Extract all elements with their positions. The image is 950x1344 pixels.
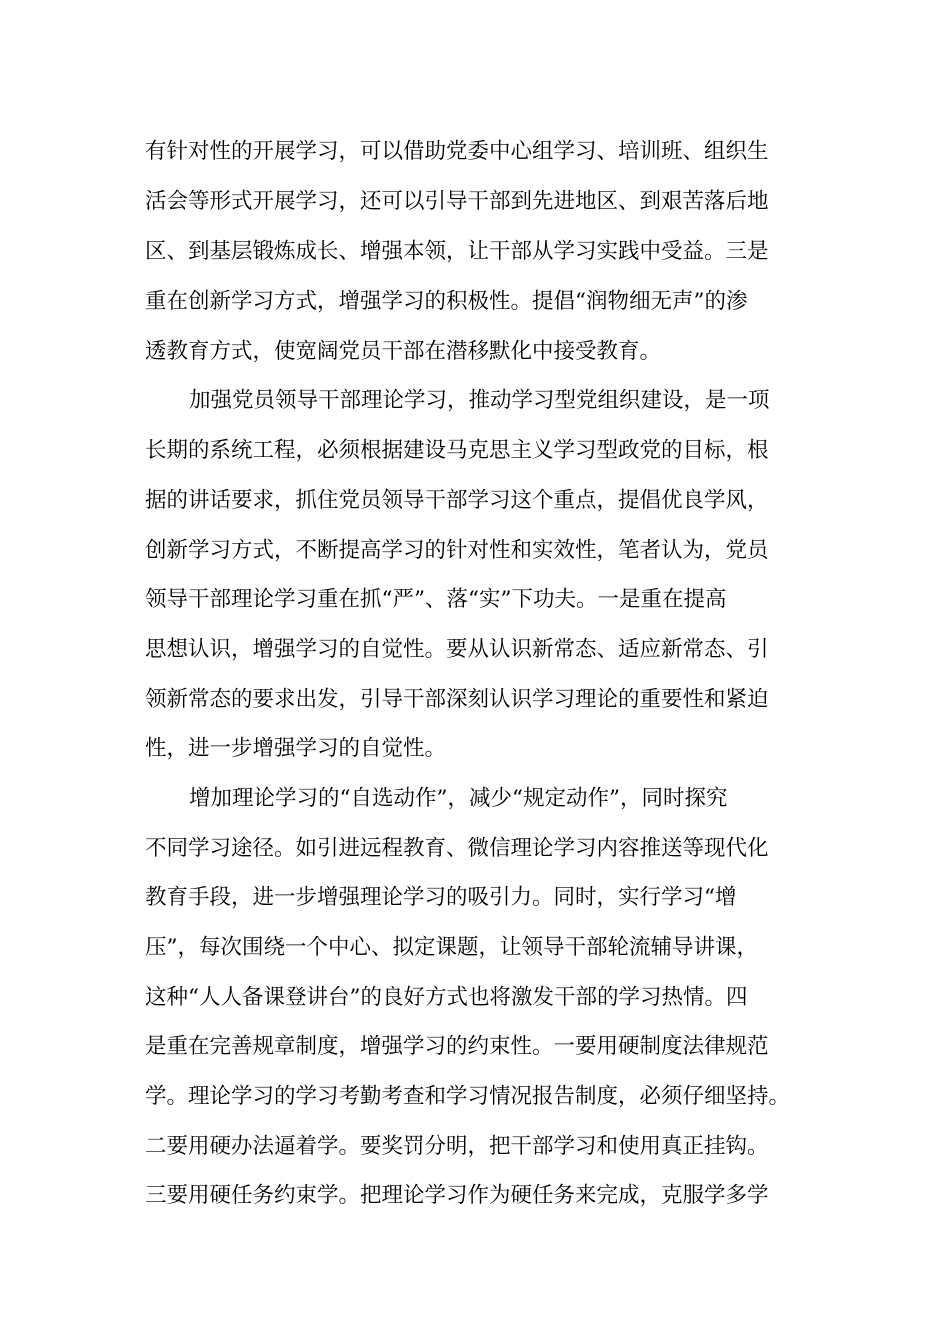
paragraph-3-line-2: 不同学习途径。如引进远程教育、微信理论学习内容推送等现代化: [145, 836, 769, 861]
paragraph-1-line-4: 重在创新学习方式，增强学习的积极性。提倡“润物细无声”的渗: [145, 289, 748, 314]
paragraph-3-line-8: 二要用硬办法逼着学。要奖罚分明，把干部学习和使用真正挂钩。: [145, 1134, 769, 1159]
paragraph-3-line-3: 教育手段，进一步增强理论学习的吸引力。同时，实行学习“增: [145, 885, 737, 910]
paragraph-1-line-3: 区、到基层锻炼成长、增强本领，让干部从学习实践中受益。三是: [145, 239, 769, 264]
paragraph-2-line-5: 领导干部理论学习重在抓“严”、落“实”下功夫。一是重在提高: [145, 587, 727, 612]
paragraph-3-line-9: 三要用硬任务约束学。把理论学习作为硬任务来完成，克服学多学: [145, 1183, 769, 1208]
paragraph-2-line-3: 据的讲话要求，抓住党员领导干部学习这个重点，提倡优良学风，: [145, 488, 769, 513]
paragraph-3-line-6: 是重在完善规章制度，增强学习的约束性。一要用硬制度法律规范: [145, 1034, 769, 1059]
paragraph-3-line-5: 这种“人人备课登讲台”的良好方式也将激发干部的学习热情。四: [145, 985, 748, 1010]
paragraph-2-line-7: 领新常态的要求出发，引导干部深刻认识学习理论的重要性和紧迫: [145, 687, 769, 712]
paragraph-3-line-1: 增加理论学习的“自选动作”，减少“规定动作”，同时探究: [189, 786, 728, 811]
paragraph-3-line-4: 压”，每次围绕一个中心、拟定课题，让领导干部轮流辅导讲课，: [145, 935, 758, 960]
paragraph-2-line-6: 思想认识，增强学习的自觉性。要从认识新常态、适应新常态、引: [145, 637, 769, 662]
paragraph-1-line-1: 有针对性的开展学习，可以借助党委中心组学习、培训班、组织生: [145, 139, 769, 164]
paragraph-2-line-1: 加强党员领导干部理论学习，推动学习型党组织建设，是一项: [189, 388, 770, 413]
paragraph-2-line-4: 创新学习方式，不断提高学习的针对性和实效性，笔者认为，党员: [145, 538, 769, 563]
paragraph-2-line-2: 长期的系统工程，必须根据建设马克思主义学习型政党的目标，根: [145, 438, 769, 463]
paragraph-1-line-5: 透教育方式，使宽阔党员干部在潜移默化中接受教育。: [145, 339, 662, 364]
paragraph-3-line-7: 学。理论学习的学习考勤考查和学习情况报告制度，必须仔细坚持。: [145, 1084, 791, 1109]
paragraph-1-line-2: 活会等形式开展学习，还可以引导干部到先进地区、到艰苦落后地: [145, 189, 769, 214]
paragraph-2-line-8: 性，进一步增强学习的自觉性。: [145, 736, 447, 761]
